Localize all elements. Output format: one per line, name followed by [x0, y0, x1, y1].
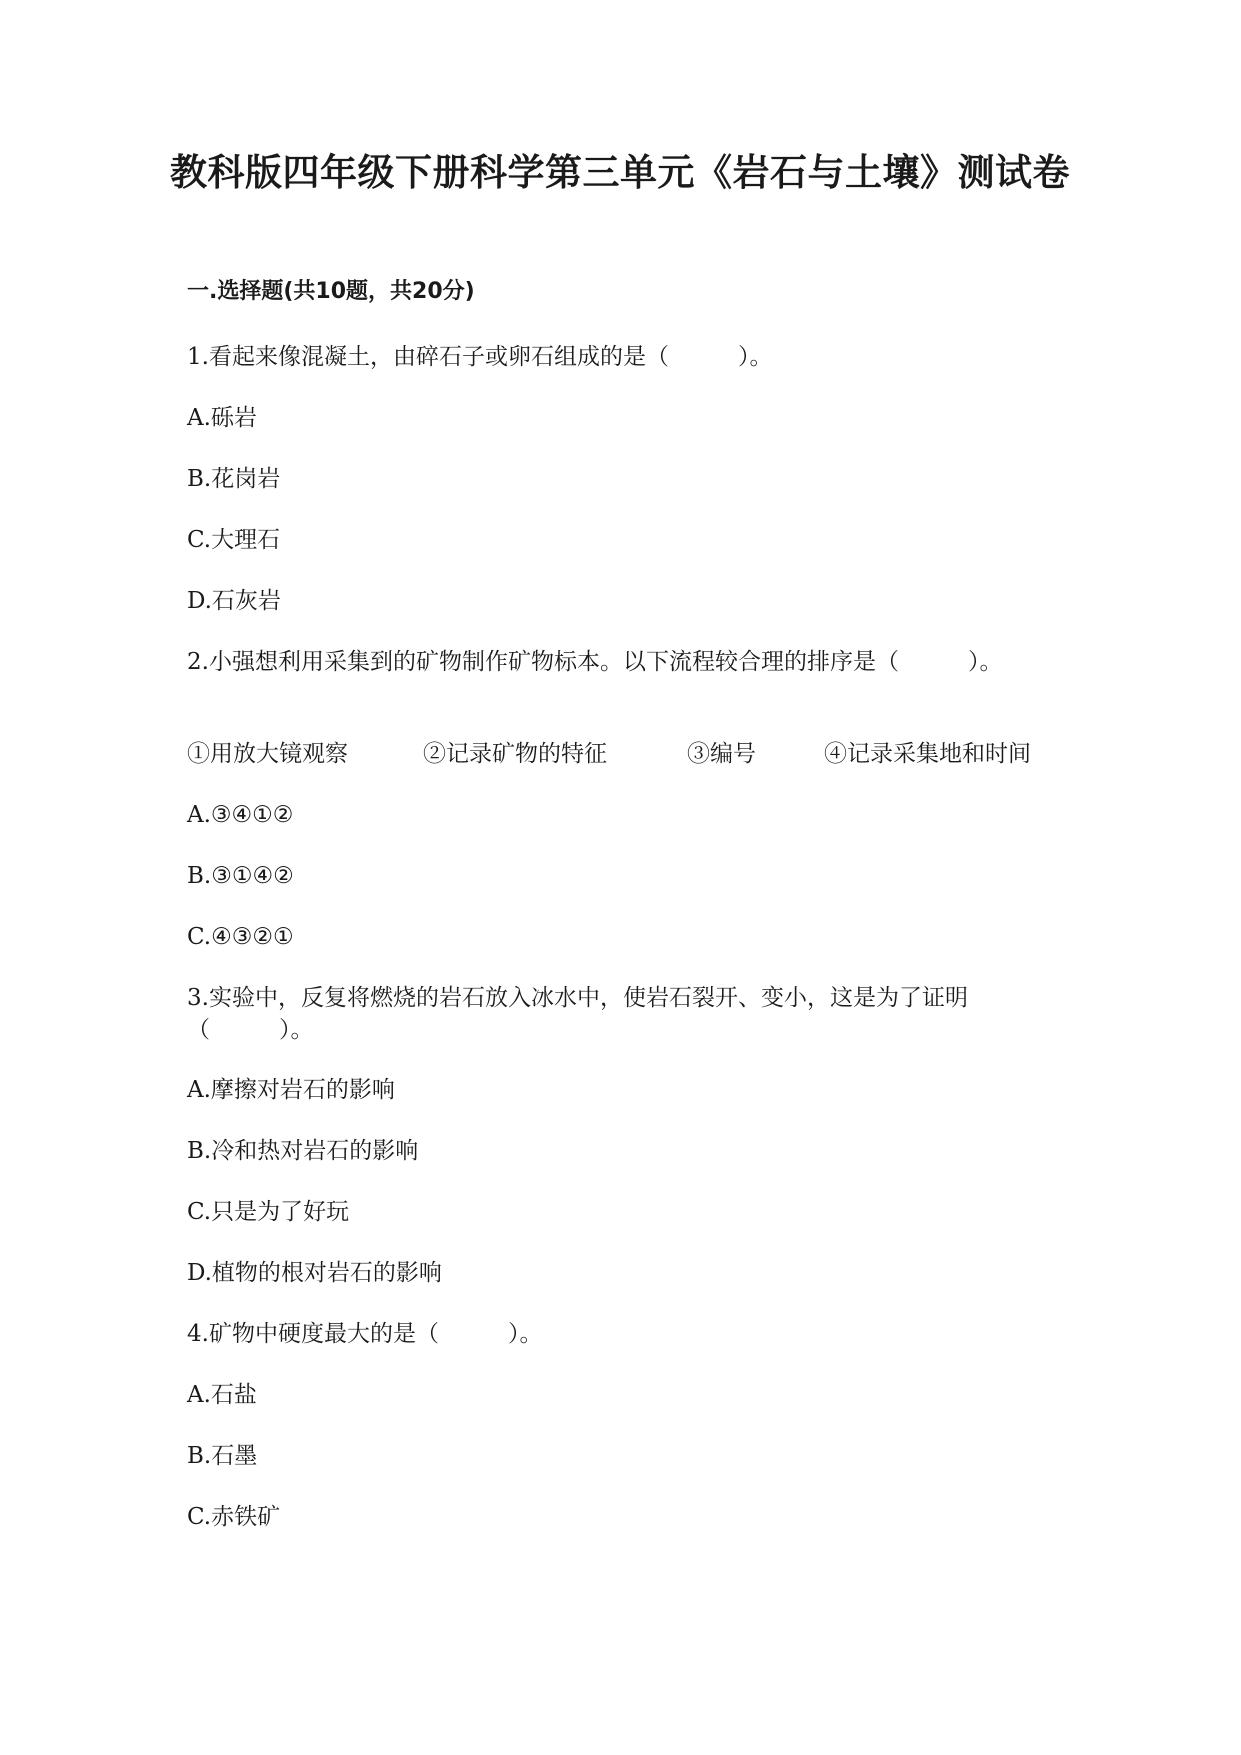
- question-2-steps: [187, 738, 1031, 770]
- question-4-option-a: A.石盐: [187, 1382, 257, 1408]
- question-2-step-4: ④记录采集地和时间: [824, 741, 1031, 767]
- question-1-stem: 1.看起来像混凝土，由碎石子或卵石组成的是（ ）。: [187, 344, 773, 370]
- question-2-option-a: A.③④①②: [187, 802, 294, 828]
- page-title: 教科版四年级下册科学第三单元《岩石与土壤》测试卷: [170, 151, 1070, 194]
- question-1-option-b: B.花岗岩: [187, 466, 281, 492]
- question-1-option-c: C.大理石: [187, 527, 281, 553]
- question-3-option-a: A.摩擦对岩石的影响: [187, 1077, 395, 1103]
- question-2-stem: 2.小强想利用采集到的矿物制作矿物标本。以下流程较合理的排序是（ ）。: [187, 649, 1003, 675]
- question-2-step-1: ①用放大镜观察: [187, 741, 348, 767]
- question-1-option-a: A.砾岩: [187, 405, 257, 431]
- section-heading: 一.选择题(共10题，共20分): [187, 279, 475, 304]
- question-4-option-b: B.石墨: [187, 1443, 258, 1469]
- question-3-stem: 3.实验中，反复将燃烧的岩石放入冰水中，使岩石裂开、变小，这是为了证明（ ）。: [187, 985, 968, 1043]
- question-2-step-2: ②记录矿物的特征: [423, 741, 607, 767]
- question-2-step-3: ③编号: [687, 741, 756, 767]
- question-3-option-b: B.冷和热对岩石的影响: [187, 1138, 419, 1164]
- question-3-option-d: D.植物的根对岩石的影响: [187, 1260, 442, 1286]
- question-2-option-b: B.③①④②: [187, 863, 294, 889]
- question-4-stem: 4.矿物中硬度最大的是（ ）。: [187, 1321, 543, 1347]
- question-3-option-c: C.只是为了好玩: [187, 1199, 350, 1225]
- question-4-option-c: C.赤铁矿: [187, 1504, 281, 1530]
- question-2-option-c: C.④③②①: [187, 924, 294, 950]
- question-1-option-d: D.石灰岩: [187, 588, 281, 614]
